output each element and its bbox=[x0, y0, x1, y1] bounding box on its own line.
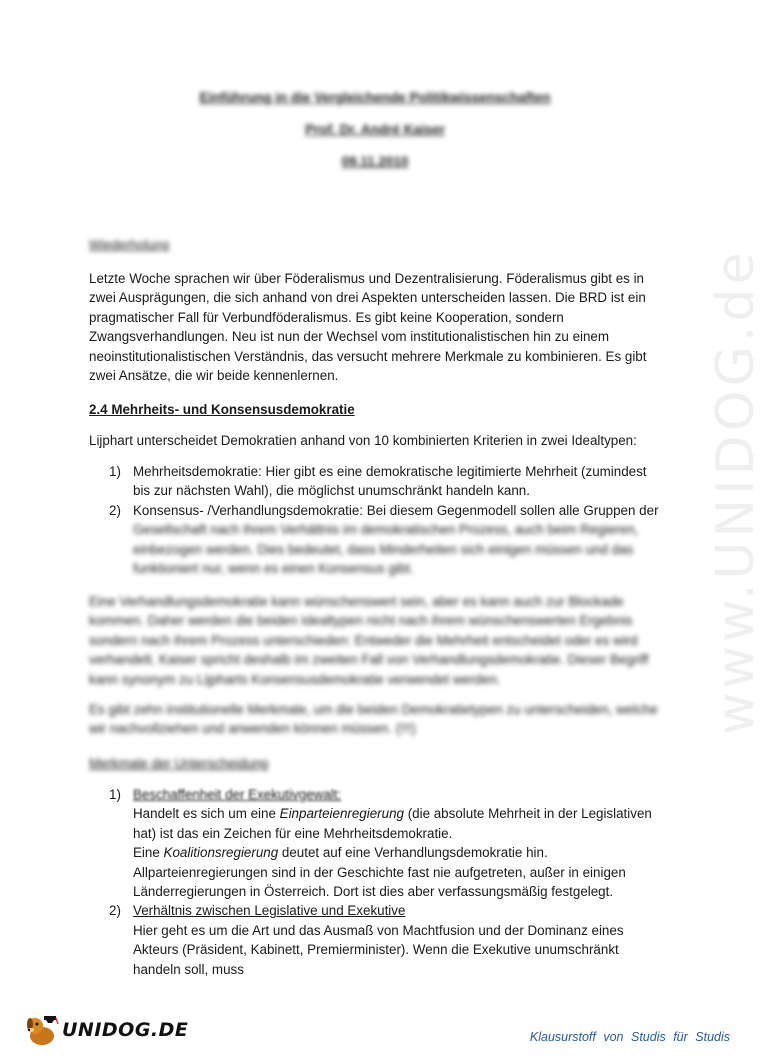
list-number: 1) bbox=[109, 464, 121, 479]
criteria-emphasis: Einparteienregierung bbox=[279, 806, 404, 822]
criteria-title: Verhältnis zwischen Legislative und Exekutive bbox=[133, 903, 406, 919]
criteria-text: Hier geht es um die Art und das Ausmaß von Machtfusion und der Dominanz eines Akteurs (Präsident, Kabinett, Premierminister). Wenn die Exekutive unumschränkt handeln soll, muss bbox=[133, 922, 624, 977]
criteria-text: deutet auf eine Verhandlungsdemokratie hin. bbox=[278, 845, 548, 861]
logo-text: UNIDOG.DE bbox=[62, 1019, 189, 1041]
repetition-paragraph: Letzte Woche sprachen wir über Föderalismus und Dezentralisierung. Föderalismus gibt es in zwei Ausprägungen, die sich anhand von drei Aspekten unterscheiden lassen. Die BRD ist ein pragmatischer Fall für Verbundföderalismus. Es gibt keine Kooperation, sondern Zwangsverhandlungen. Neu ist nun der Wechsel vom institutionalistischen hin zu einem neoinstitutionalistischen Verständnis, das versucht mehrere Merkmale zu kombinieren. Es gibt zwei Ansätze, die wir beide kennenlernen. bbox=[89, 271, 647, 384]
list-item bbox=[89, 462, 661, 501]
lecture-date: 09.11.2010 bbox=[341, 154, 409, 169]
document-title: Einführung in die Vergleichende Politikwissenschaften bbox=[199, 90, 551, 105]
repetition-heading: Wiederholung bbox=[89, 237, 170, 252]
list-item bbox=[89, 901, 661, 979]
criteria-emphasis: Koalitionsregierung bbox=[163, 845, 279, 861]
list-item bbox=[89, 785, 661, 901]
list-number: 2) bbox=[109, 903, 121, 919]
democracy-types-list bbox=[89, 462, 661, 578]
criteria-text: Allparteienregierungen sind in der Geschichte fast nie aufgetreten, außer in einigen Länderregierungen in Österreich. Dort ist dies aber verfassungsmäßig festgelegt. bbox=[133, 864, 626, 900]
list-item-text: Konsensus- /Verhandlungsdemokratie: Bei diesem Gegenmodell sollen alle Gruppen der bbox=[133, 502, 659, 518]
criteria-title: Beschaffenheit der Exekutivgewalt: bbox=[133, 787, 342, 802]
blurred-list-text: Gesellschaft nach ihrem Verhältnis im demokratischen Prozess, auch beim Regieren, einbezogen werden. Dies bedeutet, dass Minderheiten sich einigen müssen und das funktioniert nur, wenn es einen Konsensus gibt. bbox=[133, 522, 639, 577]
title-block bbox=[0, 90, 750, 186]
criteria-text: Eine bbox=[133, 845, 164, 861]
section-heading: 2.4 Mehrheits- und Konsensusdemokratie bbox=[89, 402, 355, 417]
criteria-text: Handelt es sich um eine bbox=[133, 806, 280, 822]
list-item bbox=[89, 501, 661, 579]
section-intro: Lijphart unterscheidet Demokratien anhand von 10 kombinierten Kriterien in zwei Idealtypen: bbox=[89, 433, 637, 448]
list-number: 1) bbox=[109, 787, 121, 802]
footer-slogan: Klausurstoff von Studis für Studis bbox=[529, 1030, 730, 1044]
criteria-heading: Merkmale der Unterscheidung bbox=[89, 756, 269, 771]
blurred-paragraph: Es gibt zehn institutionelle Merkmale, um die beiden Demokratietypen zu unterscheiden, welche wir nachvollziehen und anwenden können müssen. (!!!) bbox=[89, 702, 658, 737]
list-number: 2) bbox=[109, 502, 121, 518]
unidog-logo[interactable] bbox=[22, 1012, 188, 1048]
criteria-text: (die absolute Mehrheit in der Legislativen hat) ist das ein Zeichen für eine Mehrheitsdemokratie. bbox=[133, 806, 652, 841]
blurred-paragraph: Eine Verhandlungsdemokratie kann wünschenswert sein, aber es kann auch zur Blockade kommen. Daher werden die beiden Idealtypen nicht nach ihrem wünschenswerten Ergebnis sondern nach ihrem Prozess unterschieden: Entweder die Mehrheit entscheidet oder es wird verhandelt. Kaiser spricht deshalb im zweiten Fall von Verhandlungsdemokratie. Dieser Begriff kann synonym zu Lijpharts Konsensusdemokratie verwendet werden. bbox=[89, 594, 649, 687]
watermark: www.UNIDOG.de bbox=[706, 248, 766, 735]
lecturer-name: Prof. Dr. André Kaiser bbox=[305, 122, 445, 137]
criteria-list bbox=[89, 785, 661, 979]
dog-mascot-icon bbox=[22, 1012, 60, 1048]
list-item-text: Mehrheitsdemokratie: Hier gibt es eine demokratische legitimierte Mehrheit (zumindest bis zur nächsten Wahl), die möglichst unumschränkt handeln kann. bbox=[133, 464, 647, 499]
